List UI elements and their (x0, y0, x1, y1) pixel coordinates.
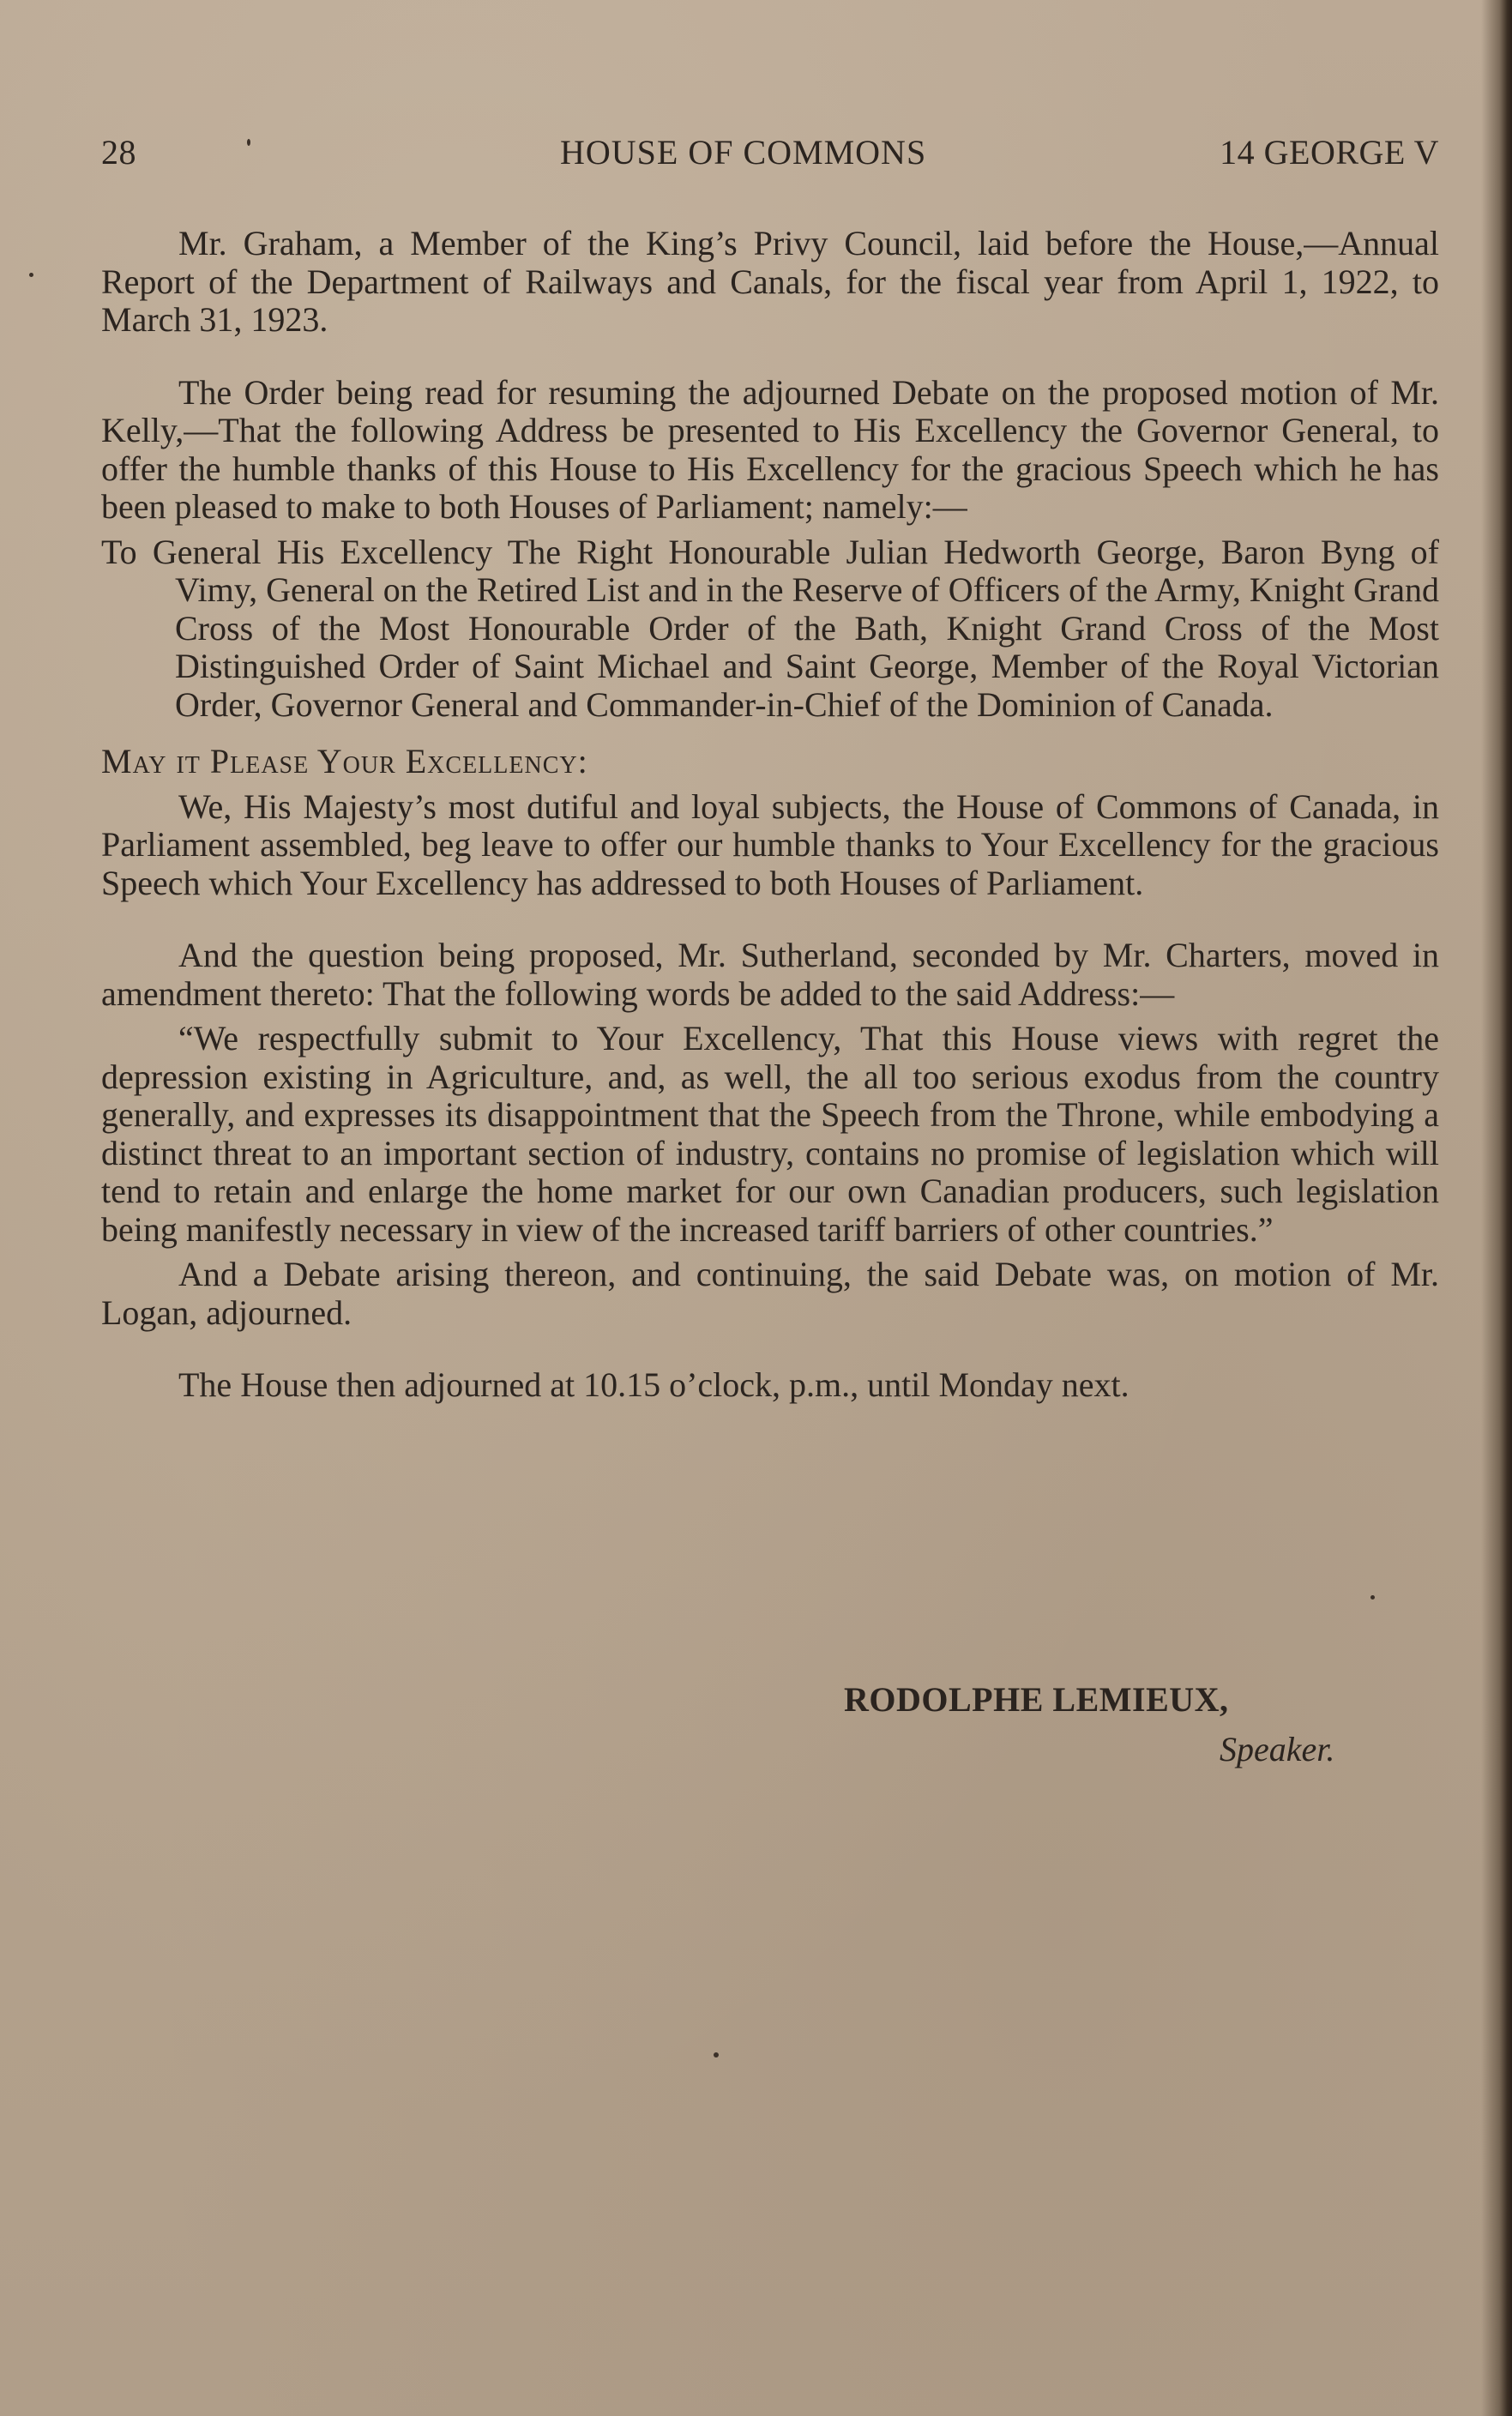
page-number: 28 (101, 133, 136, 172)
paragraph-address-to: To General His Excellency The Right Honourable Julian Hedworth George, Baron Byng of Vimy, General on the Retired List and in the Reserve of Officers of the Army, Knight Grand Cross of the Most Honourable Order of the Bath, Knight Grand Cross of the Most Distinguished Order of Saint Michael and Saint George, Member of the Royal Victorian Order, Governor General and Commander-in-Chief of the Dominion of Canada. (101, 532, 1439, 724)
salutation: May it Please Your Excellency: (101, 742, 588, 780)
running-head (101, 129, 1439, 177)
paragraph-amendment-text: “We respectfully submit to Your Excellency, That this House views with regret the depression existing in Agriculture, and, as well, the all too serious exodus from the country generally, and expresses its disappointment that the Speech from the Throne, while embodying a distinct threat to an important section of industry, contains no promise of legislation which will tend to retain and enlarge the home market for our own Canadian producers, such legislation being manifestly necessary in view of the increased tariff barriers of other countries.” (101, 1019, 1439, 1249)
paragraph-order-read: The Order being read for resuming the adjourned Debate on the proposed motion of Mr. Kelly,—That the following Address be presented to His Excellency the Governor General, to offer the humble thanks of this House to His Excellency for the gracious Speech which he has been pleased to make to both Houses of Parliament; namely:— (101, 372, 1439, 526)
journal-body (101, 225, 1439, 1405)
speaker-signature-title: Speaker. (1220, 1730, 1335, 1768)
running-head-title: HOUSE OF COMMONS (560, 133, 927, 172)
paragraph-loyal-subjects: We, His Majesty’s most dutiful and loyal subjects, the House of Commons of Canada, in Parliament assembled, beg leave to offer our humble thanks to Your Excellency for the gracious Speech which Your Excellency has addressed to both Houses of Parliament. (101, 786, 1439, 902)
paper-speck (714, 2052, 719, 2058)
paragraph-house-adjourned: The House then adjourned at 10.15 o’clock, p.m., until Monday next. (178, 1365, 1129, 1404)
running-head-regnal-year: 14 GEORGE V (1220, 133, 1439, 172)
paragraph-amendment-moved: And the question being proposed, Mr. Sutherland, seconded by Mr. Charters, moved in amendment thereto: That the following words be added to the said Address:— (101, 936, 1439, 1013)
paper-speck (247, 139, 250, 146)
paragraph-report-tabled: Mr. Graham, a Member of the King’s Privy Council, laid before the House,—Annual Report of the Department of Railways and Canals, for the fiscal year from April 1, 1922, to March 31, 1923. (101, 224, 1439, 339)
paper-speck (1370, 1595, 1375, 1600)
paper-speck (29, 273, 33, 277)
paragraph-debate-adjourned: And a Debate arising thereon, and continuing, the said Debate was, on motion of Mr. Logan, adjourned. (101, 1255, 1439, 1332)
page-binding-shadow (1481, 0, 1512, 2416)
speaker-signature-name: RODOLPHE LEMIEUX, (844, 1680, 1229, 1719)
